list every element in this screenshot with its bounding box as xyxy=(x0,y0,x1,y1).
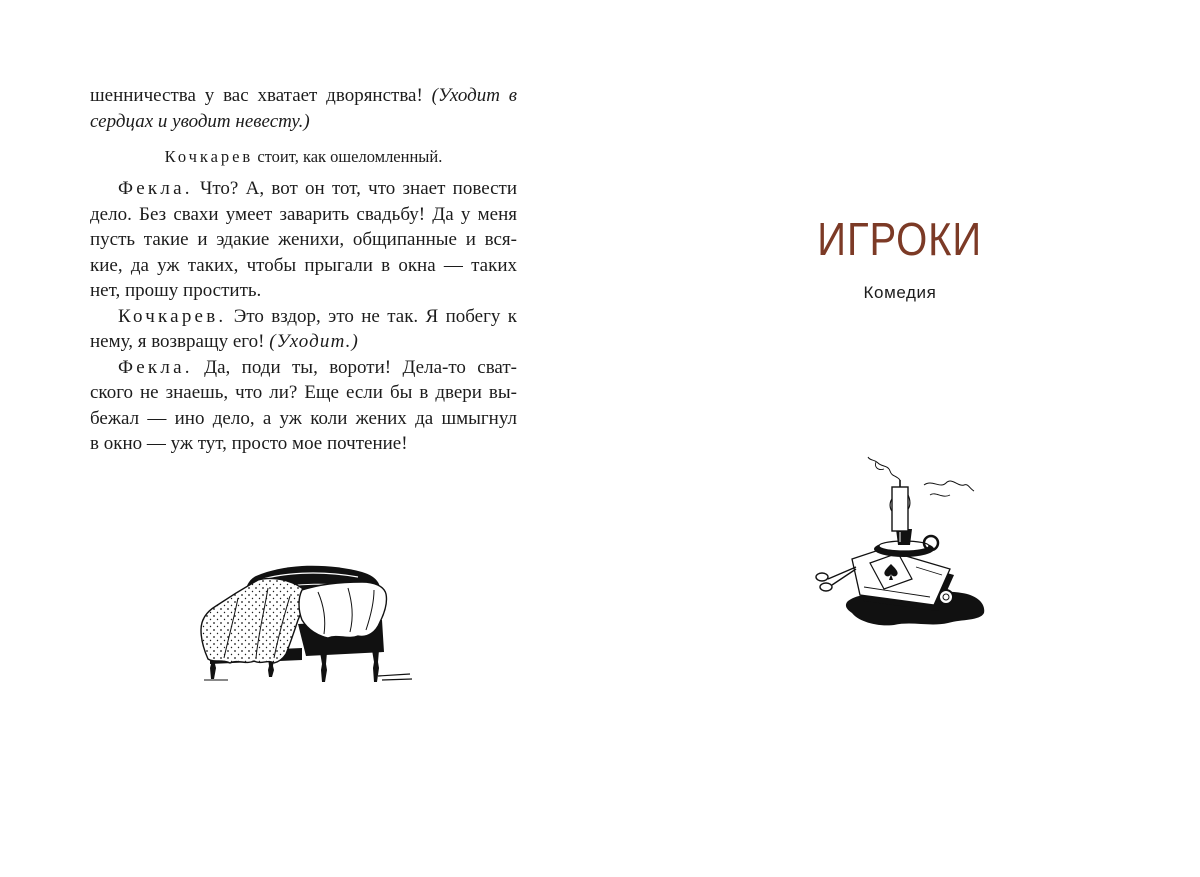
draped-shawl xyxy=(299,582,387,638)
scissors-blade xyxy=(828,567,856,579)
speech-text: пусть такие и эдакие женихи, общипанные и вся- xyxy=(90,229,517,250)
floor-stroke xyxy=(382,679,412,680)
text-line xyxy=(90,431,517,457)
speaker-name: Фекла. xyxy=(118,356,193,378)
text-line xyxy=(90,227,517,253)
candle xyxy=(890,480,910,531)
scissors-handle xyxy=(820,583,832,591)
floor-stroke xyxy=(378,674,410,676)
candlestick xyxy=(874,529,938,557)
closing-speech xyxy=(90,83,517,134)
left-page-text xyxy=(90,83,517,457)
candle-illustration xyxy=(812,455,990,631)
coin xyxy=(939,590,953,604)
speaker-name: Кочкарев. xyxy=(118,305,227,327)
floor-shadow xyxy=(204,674,412,680)
speech-text: кие, да уж таких, чтобы прыгали в окна — таких xyxy=(90,254,517,276)
text-line xyxy=(90,406,517,432)
stage-remark: (Уходит.) xyxy=(269,331,360,352)
speaker-name: Фекла. xyxy=(118,178,193,199)
text-line xyxy=(90,202,517,228)
speech-text: нет, прошу простить. xyxy=(90,280,262,301)
play-title-text: ИГРОКИ xyxy=(817,213,983,265)
stage-direction xyxy=(90,146,517,168)
speech-text: в окно — уж тут, просто мое почтение! xyxy=(90,433,408,454)
text-line xyxy=(90,329,517,355)
text-line xyxy=(90,176,517,202)
shawl-body xyxy=(299,582,387,638)
scissors-handle xyxy=(816,573,828,581)
text-line xyxy=(90,278,517,304)
speech-text: шенничества у вас хватает дворянства! xyxy=(90,85,423,106)
play-genre: Комедия xyxy=(863,283,937,302)
text-line xyxy=(90,304,517,330)
text-line xyxy=(90,355,517,381)
sofa-illustration xyxy=(198,558,414,688)
stage-remark: (Уходит в xyxy=(431,85,517,106)
stage-direction-text: стоит, как ошеломленный. xyxy=(257,147,443,166)
sofa-leg xyxy=(372,650,379,682)
text-line xyxy=(90,109,517,135)
speech-kochkarev xyxy=(90,304,517,355)
speech-text: Это вздор, это не так. Я побегу к xyxy=(233,305,517,327)
smoke-wisp xyxy=(868,457,900,480)
speech-text: нему, я возвращу его! xyxy=(90,331,265,352)
speech-text: дело. Без свахи умеет заварить свадьбу! Да у меня xyxy=(90,203,517,225)
stage-remark: сердцах и уводит невесту.) xyxy=(90,110,310,132)
candle-body xyxy=(892,487,908,531)
speech-text: ского не знаешь, что ли? Еще если бы в двери вы- xyxy=(90,382,517,403)
speech-fekla-2 xyxy=(90,355,517,457)
text-line xyxy=(90,83,517,109)
scissors xyxy=(816,567,856,591)
smoke xyxy=(868,457,974,496)
speech-text: бежал — ино дело, а уж коли жених да шмыгнул xyxy=(90,407,517,429)
sofa-leg xyxy=(320,652,327,682)
speech-text: Что? А, вот он тот, что знает повести xyxy=(200,178,517,199)
stage-direction-character: Кочкарев xyxy=(164,147,254,166)
coin-rim xyxy=(939,590,953,604)
speech-text: Да, поди ты, вороти! Дела-то сват- xyxy=(204,356,518,378)
text-line xyxy=(90,380,517,406)
smoke-wisp xyxy=(924,481,974,491)
text-line xyxy=(90,253,517,279)
smoke-wisp xyxy=(930,494,950,496)
play-title xyxy=(700,213,1100,265)
speech-fekla-1 xyxy=(90,176,517,304)
